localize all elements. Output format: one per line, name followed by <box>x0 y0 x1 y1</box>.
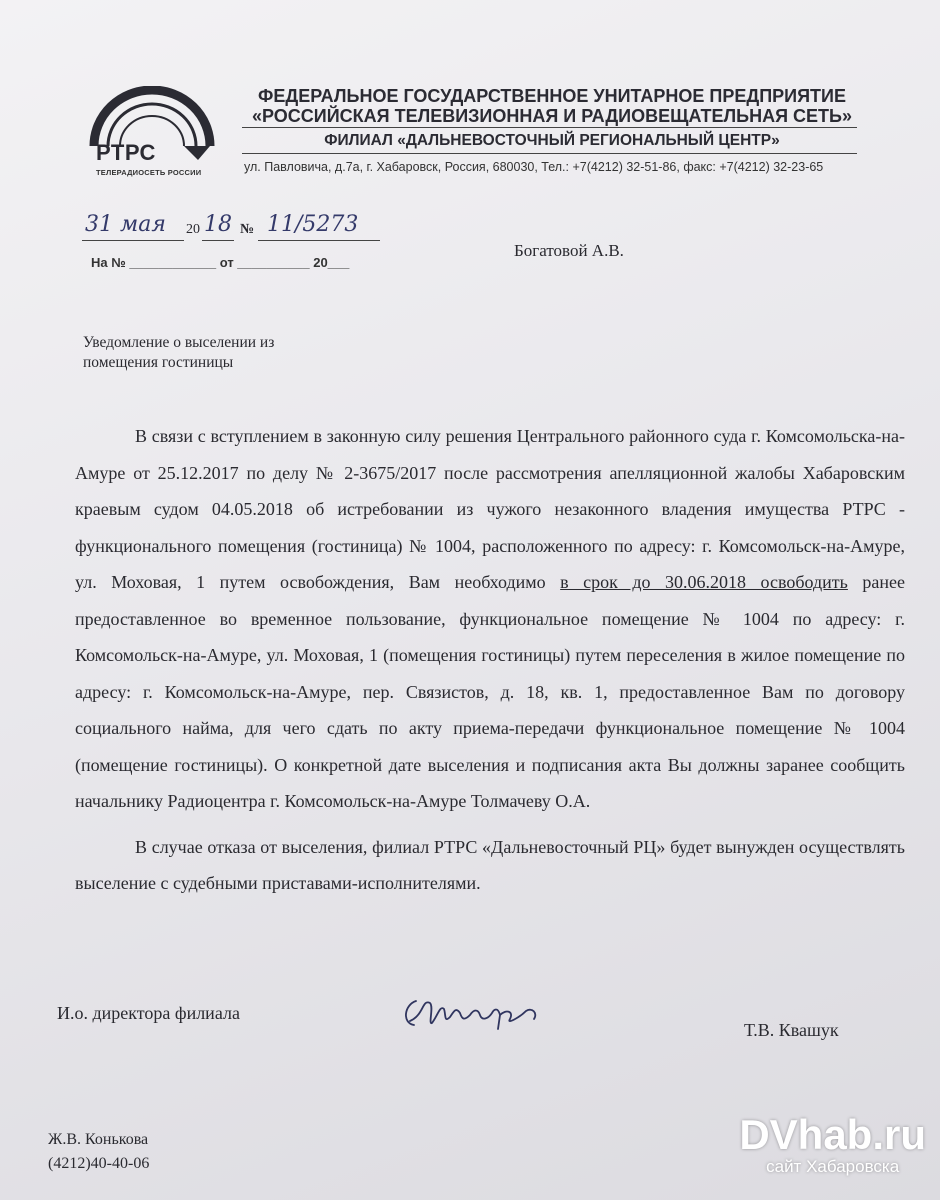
body-paragraph-2: В случае отказа от выселения, филиал РТРС «Дальневосточный РЦ» будет вынужден осуществлять выселение с судебными приставами-исполнителями. <box>75 836 905 893</box>
deadline-underlined: в срок до 30.06.2018 освободить <box>560 572 848 592</box>
registration-row <box>82 212 382 242</box>
executor-phone: (4212)40-40-06 <box>48 1155 150 1172</box>
logo-wordmark: РТРС <box>96 140 156 165</box>
org-name-line2: «РОССИЙСКАЯ ТЕЛЕВИЗИОННАЯ И РАДИОВЕЩАТЕЛЬНАЯ СЕТЬ» <box>252 106 852 126</box>
signatory-title: И.о. директора филиала <box>57 1003 240 1023</box>
handwritten-signature <box>394 985 544 1035</box>
subject-line: Уведомление о выселении из помещения гостиницы <box>83 334 275 371</box>
logo-subtitle: ТЕЛЕРАДИОСЕТЬ РОССИИ <box>96 168 202 177</box>
reg-year-prefix: 20 <box>186 222 200 237</box>
addressee: Богатовой А.В. <box>514 241 624 260</box>
reg-number-line <box>258 240 380 241</box>
rtrs-logo-arc <box>86 86 216 181</box>
reg-date: 31 мая <box>85 212 166 237</box>
letter-body <box>75 418 905 902</box>
executor-name: Ж.В. Конькова <box>48 1131 149 1148</box>
reg-date-line <box>82 240 184 241</box>
reg-year: 18 <box>204 212 232 237</box>
reg-number-label: № <box>240 222 255 237</box>
watermark-subtitle: сайт Хабаровска <box>766 1157 900 1176</box>
reply-to-line: На № ____________ от __________ 20___ <box>91 255 350 270</box>
org-name-line1: ФЕДЕРАЛЬНОЕ ГОСУДАРСТВЕННОЕ УНИТАРНОЕ ПРЕДПРИЯТИЕ <box>258 86 846 106</box>
watermark-title: DVhab.ru <box>739 1111 926 1158</box>
reg-number: 11/5273 <box>267 212 359 237</box>
site-watermark <box>739 1113 926 1177</box>
org-address: ул. Павловича, д.7а, г. Хабаровск, Россия, 680030, Тел.: +7(4212) 32-51-86, факс: +7(4212) 32-23-65 <box>244 160 824 174</box>
header-divider-bottom <box>242 153 857 154</box>
header-divider-top <box>242 127 857 128</box>
branch-name: ФИЛИАЛ «ДАЛЬНЕВОСТОЧНЫЙ РЕГИОНАЛЬНЫЙ ЦЕНТР» <box>324 132 780 149</box>
signatory-name: Т.В. Квашук <box>744 1020 839 1040</box>
reg-year-line <box>202 240 234 241</box>
body-paragraph-1: В связи с вступлением в законную силу решения Центрального районного суда г. Комсомольска-на-Амуре от 25.12.2017 по делу № 2-3675/2017 после рассмотрения апелляционной жалобы Хабаровским краевым судом 04.05.2018 об истребовании из чужого незаконного владения имущества РТРС - функционального помещения (гостиница) № 1004, расположенного по адресу: г. Комсомольск-на-Амуре, ул. Моховая, 1 путем освобождения, Вам необходимо в срок до 30.06.2018 освободить ранее предоставленное во временное пользование, функциональное помещение № 1004 по адресу: г. Комсомольск-на-Амуре, ул. Моховая, 1 (помещения гостиницы) путем переселения в жилое помещение по адресу: г. Комсомольск-на-Амуре, пер. Связистов, д. 18, кв. 1, предоставленное Вам по договору социального найма, для чего сдать по акту приема-передачи функциональное помещение № 1004 (помещение гостиницы). О конкретной дате выселения и подписания акта Вы должны заранее сообщить начальнику Радиоцентра г. Комсомольск-на-Амуре Толмачеву О.А. <box>75 426 905 811</box>
